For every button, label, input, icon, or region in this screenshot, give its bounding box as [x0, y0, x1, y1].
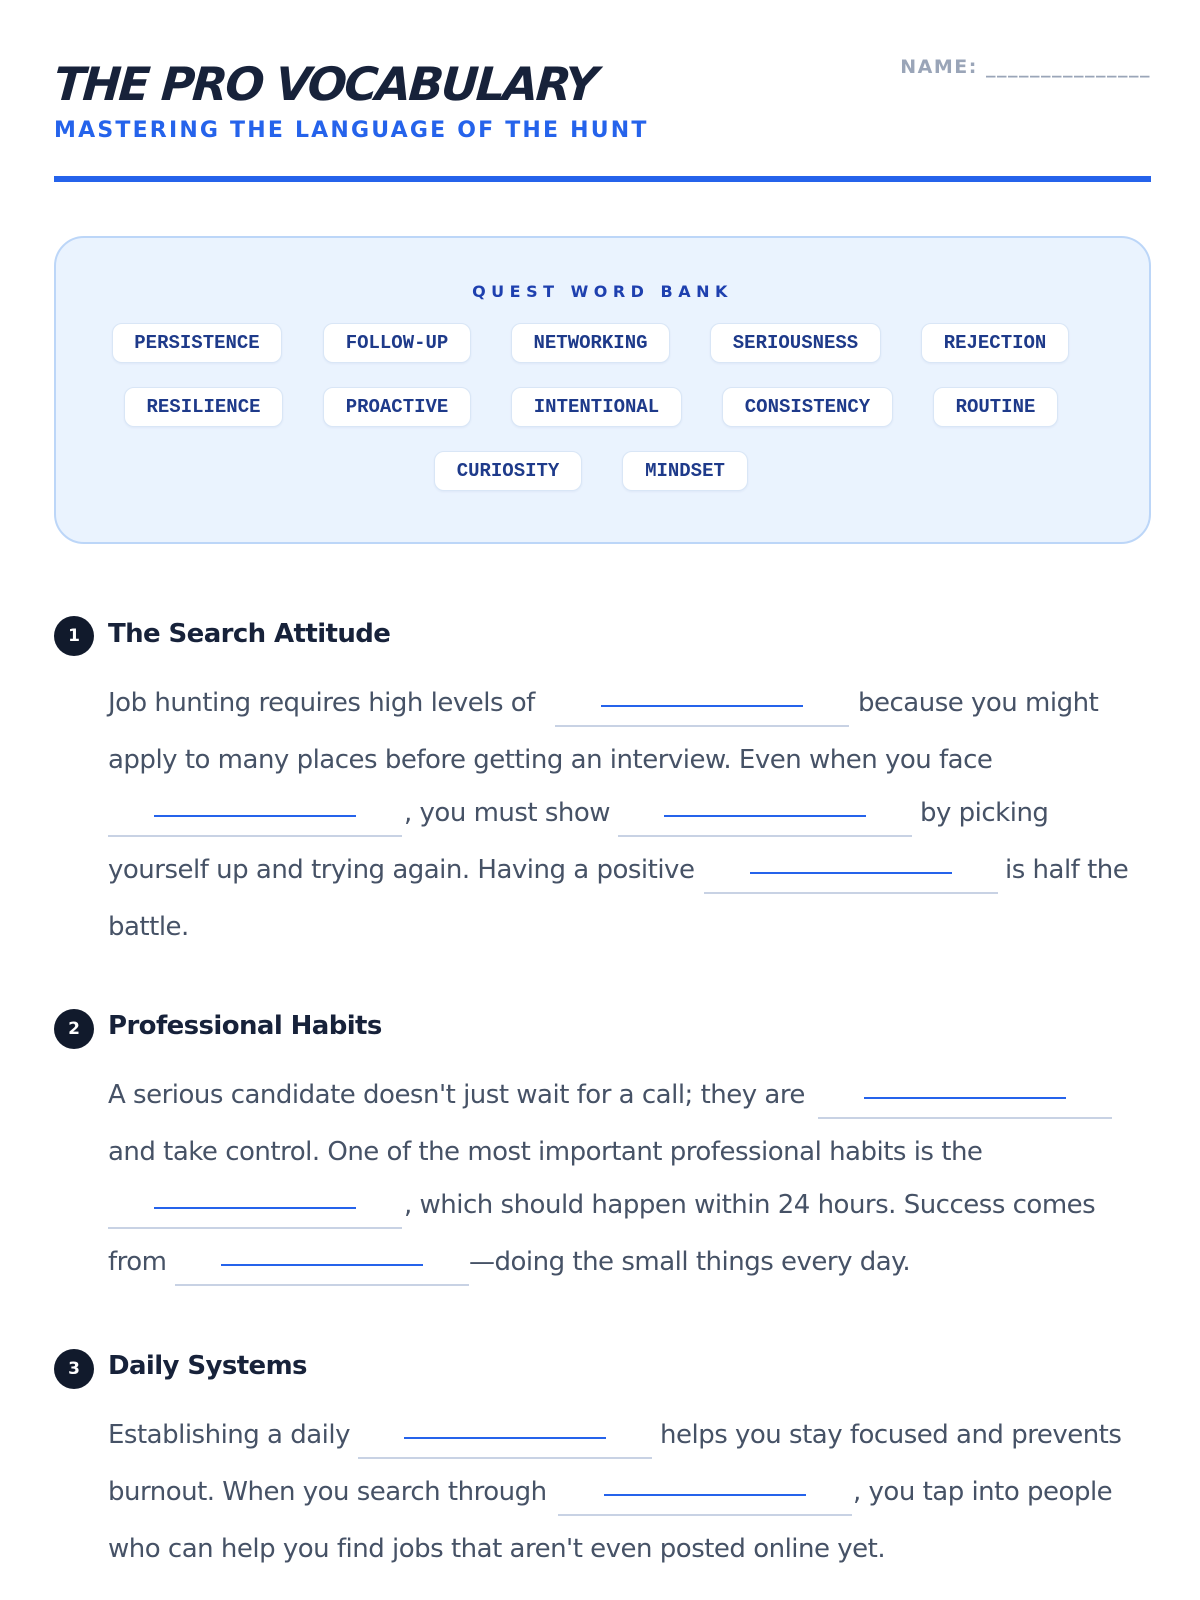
section-number: 3	[54, 1349, 94, 1389]
word-bank	[54, 236, 1151, 544]
answer-blank[interactable]	[555, 691, 849, 727]
section-title: Daily Systems	[108, 1351, 307, 1381]
sentence-text: A serious candidate doesn't just wait for a call; they are	[108, 1080, 805, 1110]
sentence-text: battle.	[108, 912, 189, 942]
section-number: 1	[54, 616, 94, 656]
sentence-text: from	[108, 1247, 167, 1277]
section-title: The Search Attitude	[108, 619, 391, 649]
name-field[interactable]: NAME: _______________	[900, 56, 1151, 78]
answer-blank[interactable]	[558, 1480, 852, 1516]
sentence-text: helps you stay focused and prevents	[660, 1420, 1122, 1450]
word-chip[interactable]: NETWORKING	[511, 323, 670, 363]
word-chip[interactable]: CONSISTENCY	[722, 387, 893, 427]
word-bank-title: QUEST WORD BANK	[472, 282, 733, 301]
sentence-text: , you tap into people	[853, 1477, 1113, 1507]
sentence-text: who can help you find jobs that aren't even posted online yet.	[108, 1534, 886, 1564]
sentence-text: by picking	[920, 798, 1049, 828]
sentence-text: and take control. One of the most important professional habits is the	[108, 1137, 983, 1167]
answer-blank[interactable]	[818, 1083, 1112, 1119]
header-divider	[54, 176, 1151, 182]
word-chip[interactable]: MINDSET	[622, 451, 748, 491]
sentence-text: , you must show	[404, 798, 611, 828]
word-chip[interactable]: SERIOUSNESS	[710, 323, 881, 363]
sentence-text: apply to many places before getting an interview. Even when you face	[108, 745, 993, 775]
section-title: Professional Habits	[108, 1011, 382, 1041]
word-chip[interactable]: INTENTIONAL	[511, 387, 682, 427]
answer-blank[interactable]	[108, 801, 402, 837]
sentence-text: Establishing a daily	[108, 1420, 351, 1450]
sentence-text: burnout. When you search through	[108, 1477, 547, 1507]
section-number: 2	[54, 1009, 94, 1049]
page-subtitle: MASTERING THE LANGUAGE OF THE HUNT	[54, 118, 649, 143]
word-chip[interactable]: ROUTINE	[933, 387, 1058, 427]
word-chip[interactable]: PERSISTENCE	[112, 323, 282, 363]
sentence-text: , which should happen within 24 hours. Success comes	[404, 1190, 1096, 1220]
answer-blank[interactable]	[358, 1423, 652, 1459]
sentence-text: Job hunting requires high levels of	[108, 688, 535, 718]
sentence-text: yourself up and trying again. Having a positive	[108, 855, 695, 885]
sentence-text: is half the	[1005, 855, 1129, 885]
worksheet-header	[54, 56, 1151, 182]
word-chip[interactable]: REJECTION	[921, 323, 1069, 363]
word-chip[interactable]: CURIOSITY	[434, 451, 582, 491]
sentence-text: —doing the small things every day.	[469, 1247, 911, 1277]
answer-blank[interactable]	[618, 801, 912, 837]
answer-blank[interactable]	[704, 858, 998, 894]
word-chip[interactable]: PROACTIVE	[323, 387, 471, 427]
answer-blank[interactable]	[175, 1250, 469, 1286]
sentence-text: because you might	[858, 688, 1099, 718]
answer-blank[interactable]	[108, 1193, 402, 1229]
page-title: THE PRO VOCABULARY	[52, 57, 598, 111]
word-chip[interactable]: FOLLOW-UP	[323, 323, 471, 363]
word-chip[interactable]: RESILIENCE	[124, 387, 283, 427]
